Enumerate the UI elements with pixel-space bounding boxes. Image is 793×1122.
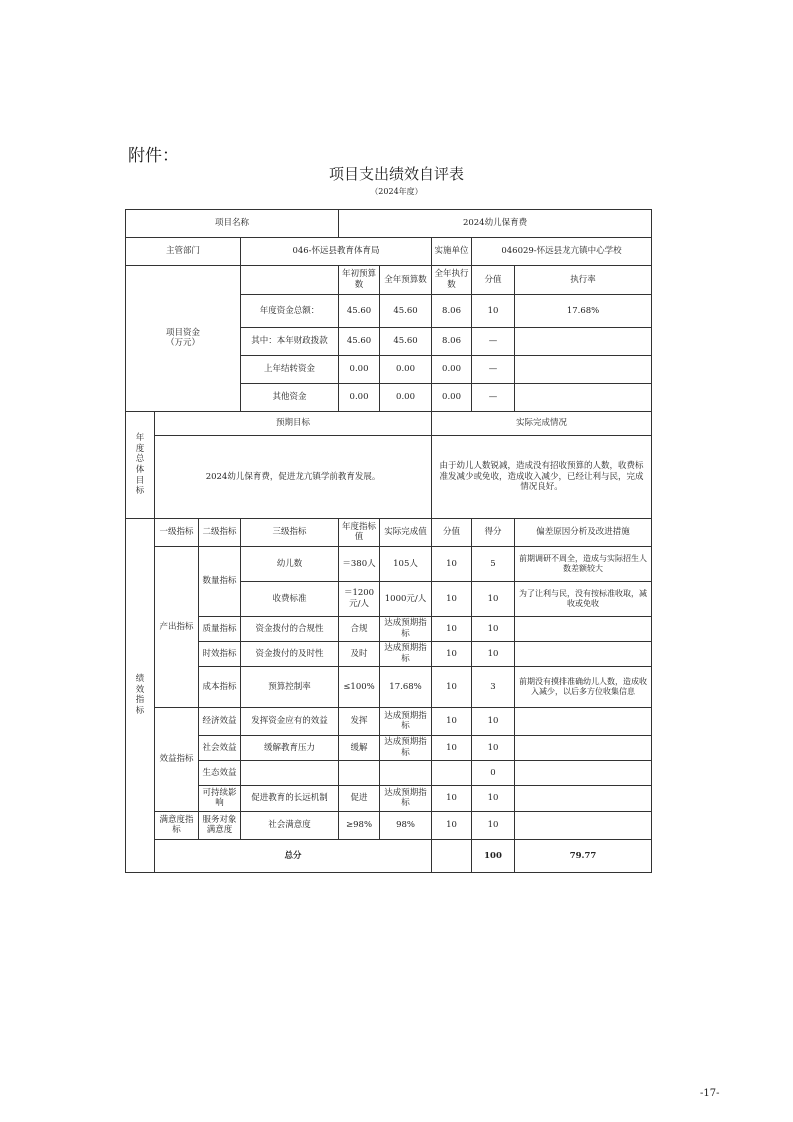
l2-service: 服务对象满意度 bbox=[199, 811, 241, 839]
indicators-header-target: 年度指标值 bbox=[339, 518, 380, 546]
indicator-note bbox=[515, 707, 652, 735]
indicator-actual: 17.68% bbox=[380, 666, 432, 707]
funds-header-initial: 年初预算数 bbox=[339, 266, 380, 295]
indicator-note: 前期没有摸排准确幼儿人数，造成收入减少，以后多方位收集信息 bbox=[515, 666, 652, 707]
indicator-l3: 预算控制率 bbox=[241, 666, 339, 707]
indicators-side-text: 绩效指标 bbox=[135, 674, 145, 716]
indicator-score: 10 bbox=[472, 785, 515, 811]
indicator-row bbox=[126, 811, 652, 839]
goals-side-label bbox=[126, 411, 155, 518]
l2-quality: 质量指标 bbox=[199, 616, 241, 641]
indicator-note: 为了让利与民，没有按标准收取，减收或免收 bbox=[515, 581, 652, 616]
l1-output: 产出指标 bbox=[155, 546, 199, 707]
goals-header-row bbox=[126, 411, 652, 435]
funds-row-annual: 0.00 bbox=[380, 355, 432, 383]
indicator-target: 缓解 bbox=[339, 735, 380, 760]
l2-social: 社会效益 bbox=[199, 735, 241, 760]
indicator-score: 5 bbox=[472, 546, 515, 581]
indicator-l3: 缓解教育压力 bbox=[241, 735, 339, 760]
indicator-l3: 收费标准 bbox=[241, 581, 339, 616]
indicators-header-value: 分值 bbox=[432, 518, 472, 546]
indicator-score: 0 bbox=[472, 760, 515, 785]
indicator-score: 3 bbox=[472, 666, 515, 707]
indicators-header-l2: 二级指标 bbox=[199, 518, 241, 546]
indicator-actual: 达成预期指标 bbox=[380, 785, 432, 811]
page-title: 项目支出绩效自评表 bbox=[328, 165, 464, 183]
indicator-note bbox=[515, 735, 652, 760]
indicator-value: 10 bbox=[432, 707, 472, 735]
funds-row-value: — bbox=[472, 355, 515, 383]
indicator-value: 10 bbox=[432, 666, 472, 707]
indicator-actual: 达成预期指标 bbox=[380, 616, 432, 641]
indicator-score: 10 bbox=[472, 641, 515, 666]
funds-row-name: 其他资金 bbox=[241, 383, 339, 411]
unit-label: 实施单位 bbox=[432, 238, 472, 266]
funds-row-value: 10 bbox=[472, 295, 515, 328]
l2-sustainable: 可持续影响 bbox=[199, 785, 241, 811]
indicator-l3: 资金拨付的及时性 bbox=[241, 641, 339, 666]
funds-row-name: 其中：本年财政拨款 bbox=[241, 327, 339, 355]
indicator-row bbox=[126, 641, 652, 666]
funds-row-annual: 0.00 bbox=[380, 383, 432, 411]
indicators-header-row bbox=[126, 518, 652, 546]
total-score: 79.77 bbox=[515, 839, 652, 872]
funds-row-initial: 45.60 bbox=[339, 295, 380, 328]
goals-actual-text: 由于幼儿人数锐减，造成没有招收预算的人数，收费标准发减少或免收，造成收入减少，已经让利与民，完成情况良好。 bbox=[432, 435, 652, 518]
indicator-note bbox=[515, 760, 652, 785]
l2-cost: 成本指标 bbox=[199, 666, 241, 707]
page-number: -17- bbox=[700, 1088, 720, 1099]
indicator-target: 合规 bbox=[339, 616, 380, 641]
indicator-score: 10 bbox=[472, 707, 515, 735]
total-value: 100 bbox=[472, 839, 515, 872]
annex-label: 附件： bbox=[128, 146, 179, 166]
dept-row bbox=[126, 238, 652, 266]
goals-actual-header: 实际完成情况 bbox=[432, 411, 652, 435]
goals-side-text: 年度总体目标 bbox=[135, 433, 145, 497]
dept-label: 主管部门 bbox=[126, 238, 241, 266]
funds-row-executed: 8.06 bbox=[432, 327, 472, 355]
goals-expected-text: 2024幼儿保育费，促进龙亢镇学前教育发展。 bbox=[155, 435, 432, 518]
indicator-actual: 1000元/人 bbox=[380, 581, 432, 616]
page-subtitle: （2024年度） bbox=[370, 187, 423, 196]
indicator-row bbox=[126, 707, 652, 735]
indicator-value: 10 bbox=[432, 811, 472, 839]
indicators-header-note: 偏差原因分析及改进措施 bbox=[515, 518, 652, 546]
total-blank bbox=[432, 839, 472, 872]
indicator-value: 10 bbox=[432, 641, 472, 666]
unit-value: 046029-怀远县龙亢镇中心学校 bbox=[472, 238, 652, 266]
evaluation-table bbox=[125, 209, 652, 873]
funds-row-name: 上年结转资金 bbox=[241, 355, 339, 383]
indicator-note bbox=[515, 785, 652, 811]
funds-row-initial: 0.00 bbox=[339, 383, 380, 411]
indicator-note: 前期调研不周全，造成与实际招生人数差额较大 bbox=[515, 546, 652, 581]
indicator-score: 10 bbox=[472, 735, 515, 760]
indicator-l3 bbox=[241, 760, 339, 785]
indicators-side-label bbox=[126, 518, 155, 872]
funds-row-name: 年度资金总额： bbox=[241, 295, 339, 328]
indicator-value: 10 bbox=[432, 581, 472, 616]
indicator-row bbox=[126, 616, 652, 641]
funds-header-annual: 全年预算数 bbox=[380, 266, 432, 295]
indicator-value: 10 bbox=[432, 546, 472, 581]
l1-benefit: 效益指标 bbox=[155, 707, 199, 811]
funds-header-row bbox=[126, 266, 652, 295]
funds-header-blank bbox=[241, 266, 339, 295]
indicator-actual: 达成预期指标 bbox=[380, 707, 432, 735]
indicator-value: 10 bbox=[432, 616, 472, 641]
funds-row-rate: 17.68% bbox=[515, 295, 652, 328]
indicator-actual: 105人 bbox=[380, 546, 432, 581]
funds-row-executed: 8.06 bbox=[432, 295, 472, 328]
indicator-row bbox=[126, 666, 652, 707]
indicators-header-l1: 一级指标 bbox=[155, 518, 199, 546]
indicator-l3: 发挥资金应有的效益 bbox=[241, 707, 339, 735]
indicator-target bbox=[339, 760, 380, 785]
funds-row-rate bbox=[515, 327, 652, 355]
indicator-target: 促进 bbox=[339, 785, 380, 811]
l1-satisfaction: 满意度指标 bbox=[155, 811, 199, 839]
funds-row-rate bbox=[515, 355, 652, 383]
indicator-l3: 资金拨付的合规性 bbox=[241, 616, 339, 641]
indicator-actual: 达成预期指标 bbox=[380, 735, 432, 760]
funds-row-executed: 0.00 bbox=[432, 355, 472, 383]
funds-header-rate: 执行率 bbox=[515, 266, 652, 295]
indicator-row bbox=[126, 785, 652, 811]
indicator-l3: 社会满意度 bbox=[241, 811, 339, 839]
funds-row-value: — bbox=[472, 383, 515, 411]
l2-ecological: 生态效益 bbox=[199, 760, 241, 785]
goals-expected-header: 预期目标 bbox=[155, 411, 432, 435]
indicator-value: 10 bbox=[432, 735, 472, 760]
funds-header-value: 分值 bbox=[472, 266, 515, 295]
l2-timeliness: 时效指标 bbox=[199, 641, 241, 666]
funds-row-value: — bbox=[472, 327, 515, 355]
indicator-value bbox=[432, 760, 472, 785]
indicator-target: ＝1200元/人 bbox=[339, 581, 380, 616]
indicator-l3: 幼儿数 bbox=[241, 546, 339, 581]
indicator-actual bbox=[380, 760, 432, 785]
indicators-header-score: 得分 bbox=[472, 518, 515, 546]
funds-row-initial: 0.00 bbox=[339, 355, 380, 383]
funds-header-executed: 全年执行数 bbox=[432, 266, 472, 295]
indicator-score: 10 bbox=[472, 616, 515, 641]
project-name-label: 项目名称 bbox=[126, 210, 339, 238]
indicator-note bbox=[515, 641, 652, 666]
l2-economic: 经济效益 bbox=[199, 707, 241, 735]
funds-row-annual: 45.60 bbox=[380, 295, 432, 328]
indicator-note bbox=[515, 616, 652, 641]
indicator-score: 10 bbox=[472, 581, 515, 616]
indicator-target: 及时 bbox=[339, 641, 380, 666]
indicator-note bbox=[515, 811, 652, 839]
goals-content-row bbox=[126, 435, 652, 518]
funds-row-executed: 0.00 bbox=[432, 383, 472, 411]
indicator-actual: 98% bbox=[380, 811, 432, 839]
indicator-target: 发挥 bbox=[339, 707, 380, 735]
l2-quantity: 数量指标 bbox=[199, 546, 241, 616]
indicators-header-actual: 实际完成值 bbox=[380, 518, 432, 546]
indicator-row bbox=[126, 760, 652, 785]
indicator-target: ≤100% bbox=[339, 666, 380, 707]
total-label: 总分 bbox=[155, 839, 432, 872]
indicator-score: 10 bbox=[472, 811, 515, 839]
dept-value: 046-怀远县教育体育局 bbox=[241, 238, 432, 266]
indicator-l3: 促进教育的长远机制 bbox=[241, 785, 339, 811]
total-row bbox=[126, 839, 652, 872]
project-name-value: 2024幼儿保育费 bbox=[339, 210, 652, 238]
indicator-target: ≥98% bbox=[339, 811, 380, 839]
indicator-target: ＝380人 bbox=[339, 546, 380, 581]
indicator-row bbox=[126, 735, 652, 760]
indicator-row bbox=[126, 546, 652, 581]
funds-row-rate bbox=[515, 383, 652, 411]
funds-row-annual: 45.60 bbox=[380, 327, 432, 355]
project-name-row bbox=[126, 210, 652, 238]
indicator-actual: 达成预期指标 bbox=[380, 641, 432, 666]
funds-row-initial: 45.60 bbox=[339, 327, 380, 355]
indicator-value: 10 bbox=[432, 785, 472, 811]
funds-label: 项目资金 （万元） bbox=[126, 266, 241, 412]
indicators-header-l3: 三级指标 bbox=[241, 518, 339, 546]
